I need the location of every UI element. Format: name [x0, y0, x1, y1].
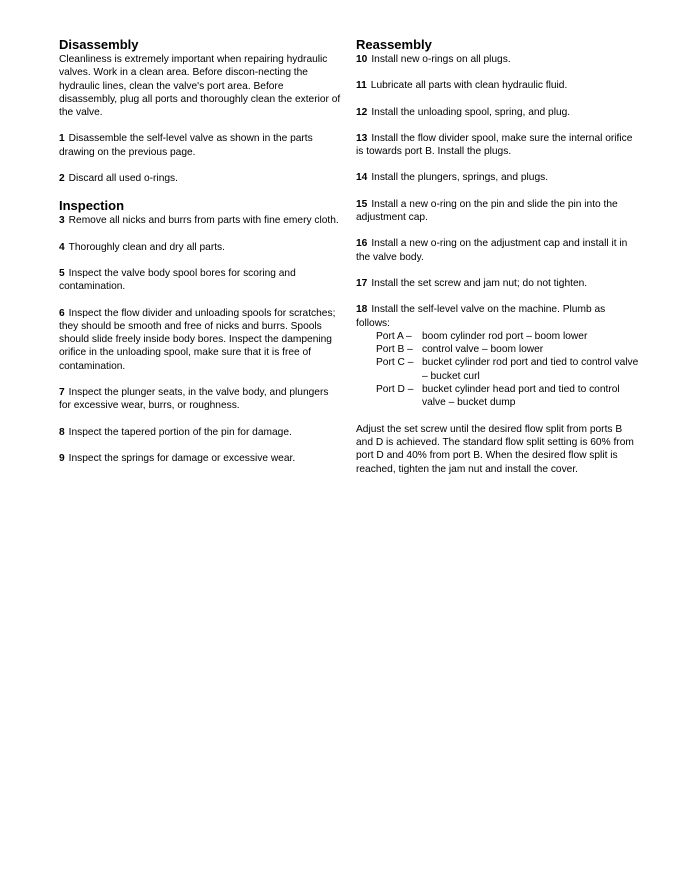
port-item: [356, 343, 641, 356]
step-17: [356, 277, 641, 290]
step-number: 14: [356, 172, 368, 184]
left-column: [59, 37, 342, 478]
step-number: 11: [356, 80, 367, 92]
step-number: 8: [59, 426, 65, 438]
step-14: [356, 171, 641, 184]
port-item: [356, 383, 641, 410]
step-9: [59, 452, 342, 465]
step-number: 9: [59, 452, 65, 464]
step-number: 13: [356, 132, 368, 144]
port-name: Port A –: [376, 330, 412, 342]
port-name: Port D –: [376, 384, 414, 396]
port-name: Port B –: [376, 344, 413, 356]
disassembly-intro: Cleanliness is extremely important when repairing hydraulic valves. Work in a clean area. Before discon-necting the hydraulic lines, clean the valve's port area. Before disassembly, plug all ports and thoroughly clean the exterior of the valve.: [59, 54, 341, 119]
step-text: Install the plungers, springs, and plugs.: [371, 172, 549, 184]
inspection-heading: Inspection: [59, 198, 125, 214]
step-18: [356, 303, 641, 330]
step-number: 2: [59, 173, 65, 185]
step-3: [59, 214, 342, 227]
step-4: [59, 241, 342, 254]
step-text: Inspect the tapered portion of the pin for damage.: [68, 426, 292, 438]
step-text: Install a new o-ring on the pin and slide the pin into the adjustment cap.: [356, 198, 618, 224]
step-text: Install the unloading spool, spring, and plug.: [371, 106, 571, 118]
step-number: 4: [59, 241, 65, 253]
port-list: [356, 330, 641, 410]
step-number: 12: [356, 106, 368, 118]
step-7: [59, 386, 342, 413]
step-text: Disassemble the self-level valve as shown in the parts drawing on the previous page.: [59, 133, 313, 158]
right-column: [356, 37, 641, 489]
step-text: Inspect the flow divider and unloading spools for scratches; they should be smooth and free of nicks and burrs. Spools should slide freely inside body bores. Inspect the dampening orifice in the unloading spool, make sure that it is free of contamination.: [59, 307, 336, 372]
step-text: Remove all nicks and burrs from parts with fine emery cloth.: [68, 215, 339, 227]
step-number: 5: [59, 267, 65, 279]
step-number: 18: [356, 304, 368, 316]
disassembly-heading: Disassembly: [59, 37, 139, 52]
reassembly-heading: Reassembly: [356, 37, 432, 52]
step-number: 7: [59, 387, 65, 399]
step-text: Install a new o-ring on the adjustment cap and install it in the valve body.: [356, 238, 628, 263]
step-13: [356, 132, 641, 159]
step-10: [356, 53, 641, 66]
step-number: 6: [59, 307, 65, 319]
step-text: Inspect the plunger seats, in the valve body, and plungers for excessive wear, burrs, or roughness.: [59, 387, 329, 412]
step-number: 17: [356, 277, 368, 289]
step-8: [59, 426, 342, 439]
port-item: [356, 330, 641, 343]
step-12: [356, 106, 641, 119]
step-5: [59, 267, 342, 294]
step-text: Install the flow divider spool, make sure the internal orifice is towards port B. Install the plugs.: [356, 132, 633, 158]
step-text: Install new o-rings on all plugs.: [371, 54, 511, 65]
port-name: Port C –: [376, 357, 414, 369]
step-2: [59, 172, 342, 185]
port-description: bucket cylinder rod port and tied to control valve – bucket curl: [422, 357, 639, 382]
step-number: 10: [356, 54, 368, 65]
step-text: Install the self-level valve on the machine. Plumb as follows:: [356, 304, 606, 329]
step-text: Discard all used o-rings.: [68, 173, 178, 185]
port-description: boom cylinder rod port – boom lower: [422, 330, 588, 342]
adjustment-paragraph: Adjust the set screw until the desired flow split from ports B and D is achieved. The standard flow split setting is 60% from port D and 40% from port B. When the desired flow split is reached, tighten the jam nut and install the cover.: [356, 423, 634, 475]
step-15: [356, 198, 641, 225]
step-1: [59, 132, 342, 159]
step-number: 15: [356, 198, 368, 210]
step-number: 16: [356, 238, 368, 250]
step-number: 3: [59, 215, 65, 227]
port-description: bucket cylinder head port and tied to control valve – bucket dump: [422, 384, 620, 409]
step-text: Install the set screw and jam nut; do not tighten.: [371, 277, 588, 289]
step-text: Inspect the springs for damage or excessive wear.: [68, 452, 296, 464]
step-6: [59, 307, 342, 373]
step-text: Lubricate all parts with clean hydraulic fluid.: [370, 80, 568, 92]
step-text: Inspect the valve body spool bores for scoring and contamination.: [59, 267, 296, 293]
port-description: control valve – boom lower: [422, 344, 544, 356]
step-11: [356, 79, 641, 92]
step-16: [356, 237, 641, 264]
port-item: [356, 356, 641, 383]
step-text: Thoroughly clean and dry all parts.: [68, 241, 225, 253]
step-number: 1: [59, 133, 65, 145]
